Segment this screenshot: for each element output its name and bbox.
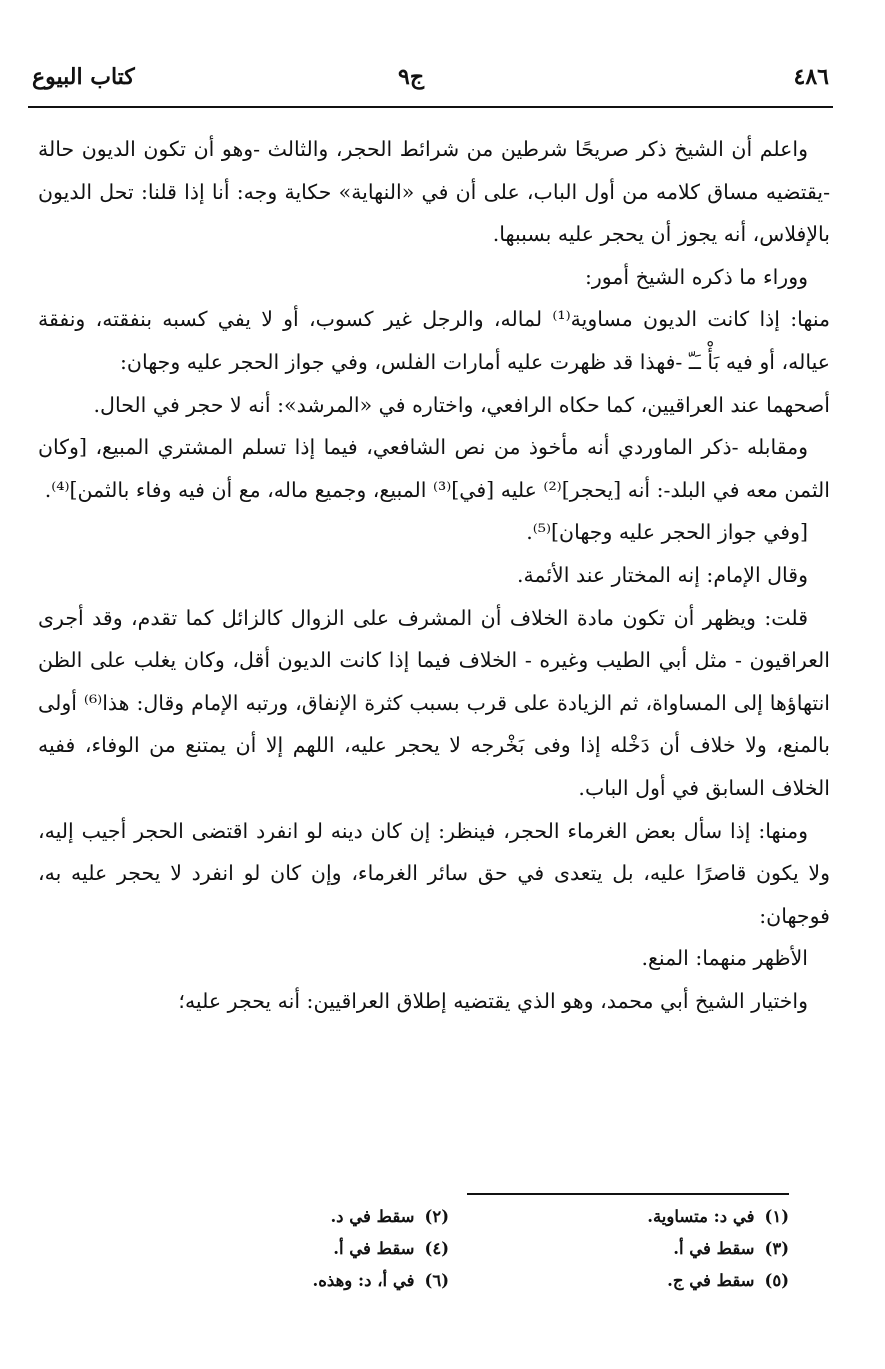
paragraph: واعلم أن الشيخ ذكر صريحًا شرطين من شرائط الحجر، والثالث -وهو أن تكون الديون حالة -يقتضيه مساق كلامه من أول الباب، على أن في «النهاية» حكاية وجه: أنا إذا قلنا: تحل الديون بالإفلاس، أنه يجوز أن يحجر عليه بسببها.: [38, 137, 830, 247]
paragraph: الأظهر منهما: المنع.: [641, 946, 808, 971]
footnote-text: سقط في د.: [330, 1207, 415, 1226]
footnote-rule: [467, 1193, 789, 1195]
paragraph: [وفي جواز الحجر عليه وجهان]⁽⁵⁾.: [526, 520, 808, 545]
footnote-text: سقط في ج.: [667, 1271, 755, 1290]
footnote: [673, 1239, 789, 1258]
footnote: [330, 1207, 449, 1226]
footnote-text: في أ، د: وهذه.: [312, 1271, 415, 1290]
running-header: [28, 60, 833, 100]
footnote-number: (٥): [764, 1271, 789, 1290]
header-rule: [28, 106, 833, 108]
paragraph: واختيار الشيخ أبي محمد، وهو الذي يقتضيه إطلاق العراقيين: أنه يحجر عليه؛: [178, 988, 808, 1013]
book-title: كتاب البيوع: [32, 64, 135, 90]
footnote-text: سقط في أ.: [673, 1239, 755, 1258]
footnote-number: (٤): [424, 1239, 449, 1258]
footnote-number: (٢): [424, 1207, 449, 1226]
paragraph: قلت: ويظهر أن تكون مادة الخلاف أن المشرف على الزوال كالزائل كما تقدم، وقد أجرى العراقيون - مثل أبي الطيب وغيره - الخلاف فيما إذا كانت الديون أقل، وكان يغلب على الظن انتهاؤها إلى المساواة، ثم الزيادة على قرب بسبب كثرة الإنفاق، ورتبه الإمام وقال: هذا⁽⁶⁾ أولى بالمنع، ولا خلاف أن دَخْله إذا وفى بَخْرجه لا يحجر عليه، اللهم إلا أن يمتنع من الوفاء، ففيه الخلاف السابق في أول الباب.: [38, 605, 830, 800]
volume-label: ج٩: [398, 64, 425, 90]
footnote: [333, 1239, 449, 1258]
footnote: [667, 1271, 789, 1290]
footnote-number: (١): [764, 1207, 789, 1226]
paragraph: ومنها: إذا سأل بعض الغرماء الحجر، فينظر: إن كان دينه لو انفرد اقتضى الحجر أجيب إليه، ولا يكون قاصرًا عليه، بل يتعدى في حق سائر الغرماء، وإن كان لو انفرد لا يحجر عليه به، فوجهان:: [38, 818, 830, 928]
page-number: ٤٨٦: [793, 64, 829, 90]
footnote: [313, 1271, 449, 1290]
main-text: [38, 128, 830, 1022]
footnote-text: في د: متساوية.: [647, 1207, 755, 1226]
paragraph: ومقابله -ذكر الماوردي أنه مأخوذ من نص الشافعي، فيما إذا تسلم المشتري المبيع، [وكان الثمن معه في البلد-: أنه [يحجر]⁽²⁾ عليه [في]⁽³⁾ المبيع، وجميع ماله، مع أن فيه وفاء بالثمن]⁽⁴⁾.: [38, 435, 830, 502]
paragraph: ووراء ما ذكره الشيخ أمور:: [585, 264, 808, 289]
footnotes: [189, 1207, 789, 1317]
footnote-number: (٦): [424, 1271, 449, 1290]
paragraph: منها: إذا كانت الديون مساوية⁽¹⁾ لماله، والرجل غير كسوب، أو لا يفي كسبه بنفقته، ونفقة عياله، أو فيه بَأْ ـَـّ -فهذا قد ظهرت عليه أمارات الفلس، وفي جواز الحجر عليه وجهان:: [38, 307, 830, 374]
paragraph: وقال الإمام: إنه المختار عند الأئمة.: [516, 562, 808, 587]
footnote: [647, 1207, 789, 1226]
footnote-number: (٣): [764, 1239, 789, 1258]
paragraph: أصحهما عند العراقيين، كما حكاه الرافعي، واختاره في «المرشد»: أنه لا حجر في الحال.: [93, 392, 830, 417]
footnote-text: سقط في أ.: [333, 1239, 415, 1258]
